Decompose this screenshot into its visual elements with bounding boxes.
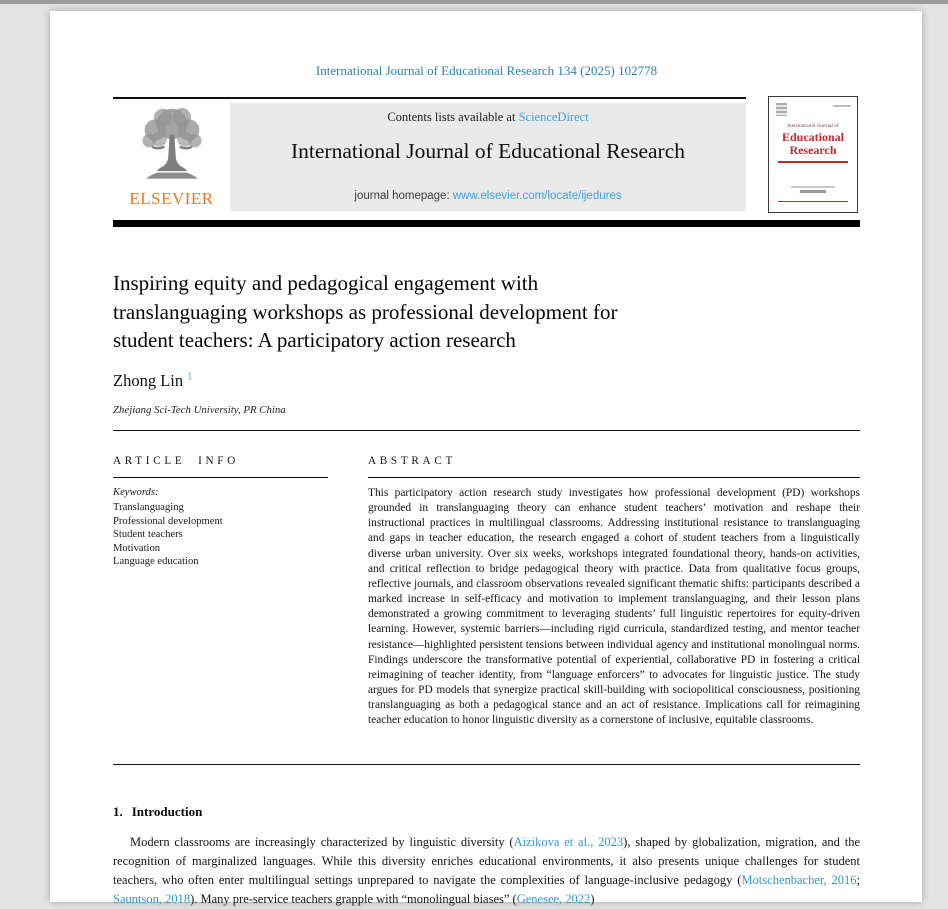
author-footnote-link[interactable]: 1	[187, 371, 193, 383]
keyword-item: Professional development	[113, 515, 223, 527]
browser-top-strip	[0, 0, 948, 4]
header-top-rule	[113, 97, 746, 99]
introduction-paragraph	[113, 833, 860, 909]
paragraph-text: ). Many pre-service teachers grapple with “monolingual biases” (	[190, 892, 517, 906]
cover-title-line1: Educational	[781, 130, 844, 144]
paragraph-text: ;	[856, 873, 860, 887]
journal-banner	[230, 103, 746, 211]
cover-journal-title	[769, 131, 857, 157]
sciencedirect-link[interactable]: ScienceDirect	[518, 110, 589, 124]
homepage-prefix: journal homepage:	[354, 190, 453, 202]
article-title	[113, 269, 793, 355]
info-section-top-rule	[113, 430, 860, 431]
abstract-bottom-rule	[113, 764, 860, 765]
keyword-item: Language education	[113, 556, 199, 568]
paragraph-text: Modern classrooms are increasingly characterized by linguistic diversity (	[130, 835, 514, 849]
cover-title-line2: Research	[789, 143, 837, 157]
header-thick-bar	[113, 220, 860, 227]
cover-small-title: International Journal of	[787, 123, 839, 129]
cover-bottom-text-bar1	[791, 186, 835, 188]
section-number: 1.	[113, 804, 123, 819]
article-info-heading: ARTICLE INFO	[113, 455, 239, 467]
article-title-line: Inspiring equity and pedagogical engagement with	[113, 271, 539, 295]
keywords-label: Keywords:	[113, 487, 159, 498]
journal-citation-link[interactable]: International Journal of Educational Research 134 (2025) 102778	[315, 63, 658, 78]
cover-red-rule	[778, 161, 848, 163]
paragraph-text: )	[590, 892, 595, 906]
journal-title: International Journal of Educational Research	[290, 139, 685, 163]
elsevier-logo	[113, 100, 230, 221]
cover-red-rule-bottom	[778, 201, 848, 203]
article-info-rule	[113, 477, 328, 478]
author-affiliation: Zhejiang Sci-Tech University, PR China	[113, 404, 286, 416]
homepage-line	[230, 190, 746, 202]
keyword-item: Student teachers	[113, 529, 183, 541]
cover-top-text-bar	[833, 105, 851, 107]
contents-line	[230, 110, 746, 125]
keyword-item: Motivation	[113, 542, 161, 554]
author-line	[113, 371, 192, 391]
paragraph-text: ), shaped by globalization, migration, and the recognition of marginalized languages. While this diversity enriches educational environments, it also presents unique challenges for student teachers, who often enter multilingual settings unprepared to navigate the complexities of language-inclusive pedagogy (	[113, 835, 860, 887]
citation-link[interactable]: Motschenbacher, 2016	[741, 873, 857, 887]
homepage-url-link[interactable]: www.elsevier.com/locate/ijedures	[452, 190, 622, 202]
abstract-heading: ABSTRACT	[368, 455, 457, 467]
elsevier-wordmark: ELSEVIER	[129, 189, 214, 208]
author-name: Zhong Lin	[113, 371, 184, 390]
abstract-rule	[368, 477, 860, 478]
abstract-text: This participatory action research study investigates how professional development (PD) workshops grounded in translanguaging theory can enhance student teachers’ motivation and reshape their instructional practices in multilingual classrooms. Addressing institutional resistance to translanguaging and gaps in teacher education, the research engaged a cohort of student teachers from a linguistically diverse urban university. Over six weeks, workshops integrated foundational theory, hands-on activities, and critical reflection to bridge pedagogical theory with practice. Data from qualitative focus groups, reflective journals, and classroom observations revealed significant thematic shifts: participants described a marked increase in self-efficacy and motivation to implement translanguaging, and their lesson plans demonstrated a growing commitment to leveraging students’ full linguistic repertoires for equity-driven learning. However, systemic barriers—including rigid curricula, standardized testing, and mentor teacher resistance—highlighted persistent tensions between individual agency and institutional monolingual norms. Findings underscore the transformative potential of experiential, collaborative PD in fostering a critical reimagining of teacher identity, from “language enforcers” to advocates for linguistic justice. The study argues for PD models that synergize practical skill-building with sociopolitical consciousness, positioning translanguaging as both a pedagogical stance and an act of resistance. Implications call for reimagining teacher education to honor linguistic diversity as a cornerstone of inclusive, equitable classrooms.	[368, 487, 860, 727]
citation-link[interactable]: Aizikova et al., 2023	[513, 835, 624, 849]
introduction-heading	[113, 804, 202, 820]
section-title: Introduction	[131, 804, 203, 819]
citation-link[interactable]: Genesee, 2022	[516, 892, 591, 906]
keywords-list	[113, 501, 223, 569]
keyword-item: Translanguaging	[113, 502, 184, 513]
elsevier-tree-icon	[134, 104, 210, 188]
cover-bottom-text-bar2	[800, 190, 826, 193]
journal-cover-thumbnail[interactable]	[768, 96, 858, 213]
article-title-line: student teachers: A participatory action research	[113, 328, 516, 352]
article-title-line: translanguaging workshops as professional development for	[113, 299, 618, 324]
contents-prefix: Contents lists available at	[387, 110, 519, 124]
cover-publisher-mark	[776, 103, 787, 116]
pdf-page	[50, 11, 922, 906]
citation-link[interactable]: Sauntson, 2018	[113, 892, 191, 906]
